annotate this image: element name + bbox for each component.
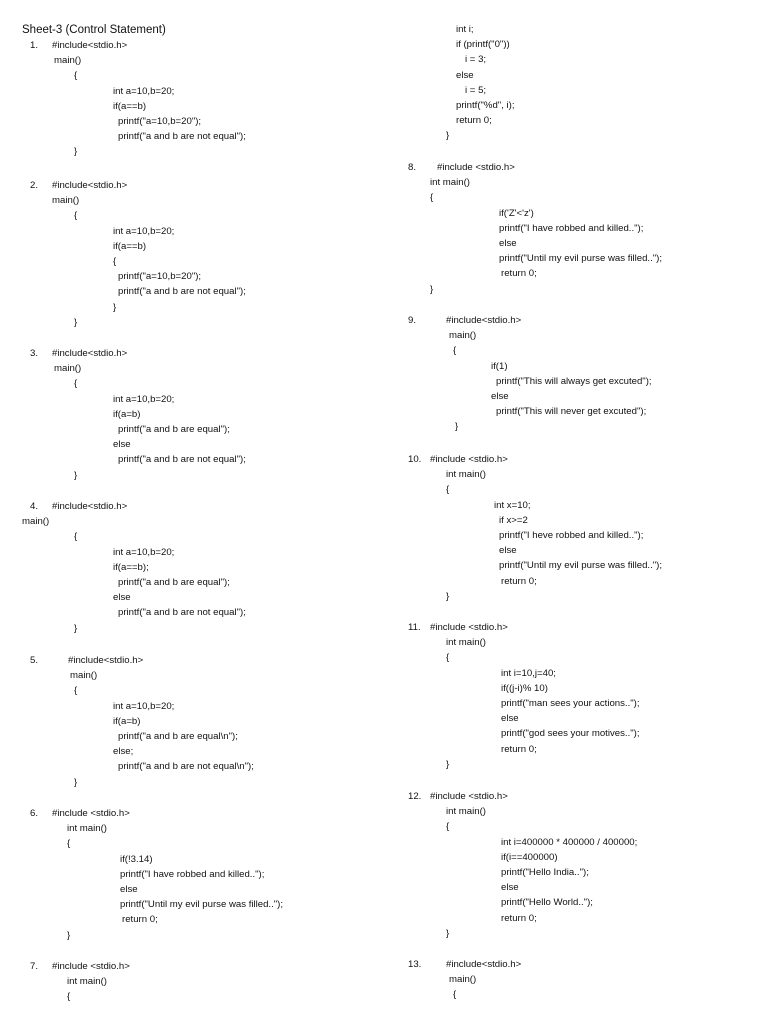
code-line: { bbox=[67, 991, 71, 1003]
problem-number: 10. bbox=[408, 454, 422, 465]
code-line: i = 3; bbox=[465, 54, 487, 66]
code-line: main() bbox=[70, 670, 98, 682]
code-line: #include <stdio.h> bbox=[437, 162, 515, 173]
code-line: int x=10; bbox=[494, 499, 531, 511]
code-line: main() bbox=[52, 195, 80, 207]
code-line: printf("a and b are equal"); bbox=[118, 424, 230, 435]
code-line: int i; bbox=[456, 24, 474, 35]
code-line: printf("man sees your actions.."); bbox=[501, 698, 640, 709]
code-line: printf("a and b are equal\n"); bbox=[118, 731, 238, 742]
code-line: int main() bbox=[446, 469, 486, 481]
code-line: if('Z'<'z') bbox=[499, 207, 534, 219]
code-line: printf("I have robbed and killed.."); bbox=[120, 868, 265, 880]
code-line: if x>=2 bbox=[499, 514, 528, 526]
code-line: #include<stdio.h> bbox=[446, 959, 522, 970]
code-line: printf("a and b are not equal"); bbox=[118, 454, 246, 466]
code-line: else bbox=[113, 592, 131, 604]
code-line: printf("a=10,b=20"); bbox=[118, 271, 202, 283]
code-line: int main() bbox=[446, 637, 486, 649]
problem-number: 1. bbox=[30, 40, 39, 51]
code-line: printf("Until my evil purse was filled.."); bbox=[499, 560, 663, 572]
code-line: printf("a and b are not equal"); bbox=[118, 286, 246, 298]
code-line: { bbox=[113, 256, 117, 267]
code-line: } bbox=[74, 622, 78, 634]
code-line: printf("I heve robbed and killed.."); bbox=[499, 530, 644, 541]
code-line: int main() bbox=[430, 177, 470, 189]
code-line: return 0; bbox=[456, 115, 492, 127]
problem-number: 4. bbox=[30, 501, 39, 512]
code-line: printf("I have robbed and killed.."); bbox=[499, 222, 644, 234]
code-line: } bbox=[446, 758, 450, 770]
code-line: #include<stdio.h> bbox=[52, 501, 128, 512]
code-line: { bbox=[74, 685, 78, 697]
code-line: #include <stdio.h> bbox=[52, 808, 130, 819]
code-line: { bbox=[74, 210, 78, 222]
code-line: { bbox=[446, 652, 450, 664]
code-line: else bbox=[501, 713, 519, 725]
code-line: { bbox=[67, 838, 71, 850]
code-line: } bbox=[74, 316, 78, 328]
code-line: i = 5; bbox=[465, 84, 487, 96]
code-line: if(a=b) bbox=[113, 715, 141, 727]
code-line: #include<stdio.h> bbox=[52, 348, 128, 359]
code-line: } bbox=[113, 301, 117, 313]
code-line: { bbox=[74, 531, 78, 543]
problem-number: 9. bbox=[408, 315, 417, 326]
code-line: #include <stdio.h> bbox=[52, 961, 130, 972]
code-line: int a=10,b=20; bbox=[113, 546, 175, 558]
problem-number: 12. bbox=[408, 791, 422, 802]
code-line: int main() bbox=[67, 976, 107, 988]
code-line: printf("a and b are not equal\n"); bbox=[118, 761, 254, 773]
problem-number: 11. bbox=[408, 622, 421, 633]
code-line: main() bbox=[449, 330, 477, 342]
code-line: int a=10,b=20; bbox=[113, 85, 175, 97]
code-line: if(a=b) bbox=[113, 408, 141, 420]
code-line: #include<stdio.h> bbox=[68, 655, 144, 666]
problem-number: 8. bbox=[408, 162, 417, 173]
code-line: { bbox=[74, 70, 78, 82]
code-line: if (printf("0")) bbox=[456, 39, 510, 51]
code-line: else; bbox=[113, 746, 134, 758]
code-line: #include <stdio.h> bbox=[430, 622, 508, 633]
code-line: #include<stdio.h> bbox=[446, 315, 522, 326]
code-line: } bbox=[446, 590, 450, 602]
sheet-title: Sheet-3 (Control Statement) bbox=[22, 24, 166, 36]
code-line: printf("This will always get excuted"); bbox=[496, 375, 652, 387]
code-line: #include <stdio.h> bbox=[430, 791, 508, 802]
code-line: { bbox=[430, 192, 434, 204]
code-line: else bbox=[113, 439, 131, 451]
code-line: printf("Hello India.."); bbox=[501, 867, 589, 878]
code-line: printf("Until my evil purse was filled.."); bbox=[499, 253, 663, 265]
code-line: main() bbox=[449, 974, 477, 986]
code-line: } bbox=[74, 776, 78, 788]
code-line: else bbox=[499, 238, 517, 249]
code-line: main() bbox=[54, 363, 82, 375]
code-line: int main() bbox=[446, 806, 486, 818]
code-line: return 0; bbox=[122, 914, 158, 926]
code-line: int a=10,b=20; bbox=[113, 225, 175, 237]
code-line: } bbox=[455, 421, 459, 433]
code-line: if(a==b); bbox=[113, 561, 149, 573]
code-line: printf("Hello World.."); bbox=[501, 897, 593, 909]
code-line: { bbox=[453, 345, 457, 357]
code-line: } bbox=[446, 927, 450, 939]
code-line: main() bbox=[54, 55, 82, 67]
code-line: int a=10,b=20; bbox=[113, 700, 175, 712]
problem-number: 5. bbox=[30, 655, 39, 666]
code-line: printf("a and b are equal"); bbox=[118, 577, 230, 588]
code-line: int i=400000 * 400000 / 400000; bbox=[501, 836, 638, 848]
code-line: else bbox=[499, 545, 517, 557]
code-line: return 0; bbox=[501, 575, 537, 587]
code-line: int main() bbox=[67, 823, 107, 835]
code-line: else bbox=[491, 391, 509, 402]
code-line: { bbox=[446, 821, 450, 833]
code-line: printf("a and b are not equal"); bbox=[118, 131, 246, 143]
code-line: if((j-i)% 10) bbox=[501, 682, 548, 694]
code-line: #include<stdio.h> bbox=[52, 40, 128, 51]
code-line: printf("a=10,b=20"); bbox=[118, 116, 202, 127]
problem-number: 13. bbox=[408, 959, 422, 970]
code-line: printf("%d", i); bbox=[456, 100, 515, 111]
problem-number: 2. bbox=[30, 180, 39, 191]
code-line: else bbox=[456, 69, 474, 81]
code-line: int i=10,j=40; bbox=[501, 667, 556, 679]
code-line: } bbox=[74, 469, 78, 481]
problem-number: 7. bbox=[30, 961, 39, 972]
code-line: return 0; bbox=[501, 268, 537, 280]
code-line: } bbox=[67, 929, 71, 941]
code-line: if(!3.14) bbox=[120, 853, 153, 865]
code-line: if(i==400000) bbox=[501, 851, 558, 863]
problem-number: 6. bbox=[30, 808, 39, 819]
code-line: printf("god sees your motives.."); bbox=[501, 728, 640, 740]
code-line: } bbox=[430, 283, 434, 295]
code-line: } bbox=[446, 130, 450, 142]
problem-number: 3. bbox=[30, 348, 39, 359]
code-line: int a=10,b=20; bbox=[113, 393, 175, 405]
code-line: #include<stdio.h> bbox=[52, 180, 128, 191]
code-line: if(a==b) bbox=[113, 240, 147, 252]
code-line: if(a==b) bbox=[113, 100, 147, 112]
code-line: { bbox=[446, 484, 450, 496]
code-line: #include <stdio.h> bbox=[430, 454, 508, 465]
code-line: printf("a and b are not equal"); bbox=[118, 607, 246, 619]
code-line: return 0; bbox=[501, 743, 537, 755]
code-line: printf("This will never get excuted"); bbox=[496, 406, 647, 418]
code-line: else bbox=[120, 884, 138, 895]
code-line: if(1) bbox=[491, 360, 508, 372]
code-line: { bbox=[74, 378, 78, 390]
code-line: else bbox=[501, 882, 519, 894]
code-line: printf("Until my evil purse was filled.."); bbox=[120, 899, 284, 911]
code-line: return 0; bbox=[501, 912, 537, 924]
code-line: { bbox=[453, 989, 457, 1001]
code-line: main() bbox=[22, 516, 50, 528]
code-line: } bbox=[74, 146, 78, 158]
